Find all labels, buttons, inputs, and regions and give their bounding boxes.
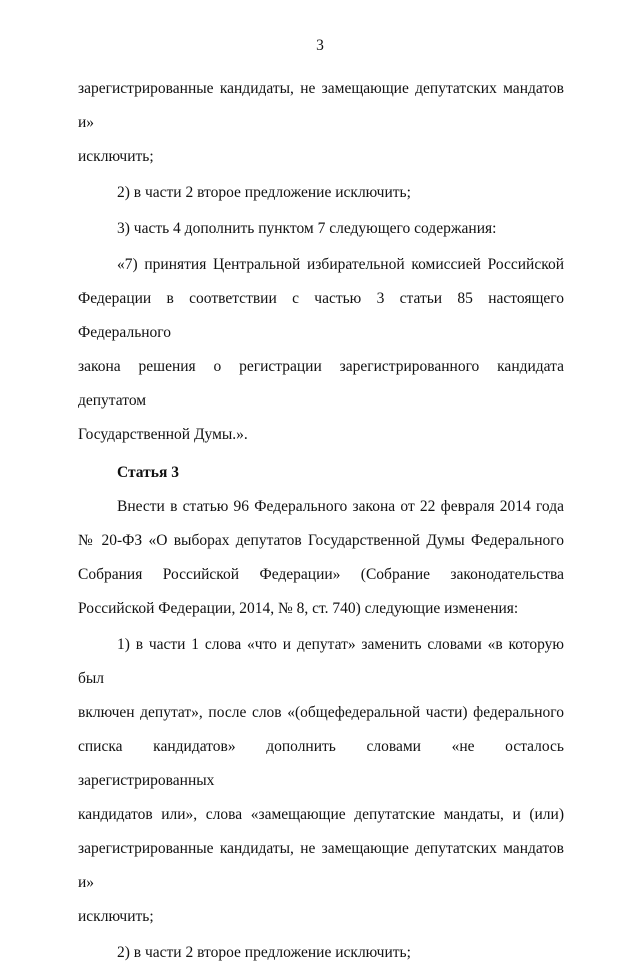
text-line: Государственной Думы.». bbox=[78, 426, 248, 443]
text-line: «7) принятия Центральной избирательной комиссией Российской bbox=[117, 256, 564, 273]
text-line: зарегистрированные кандидаты, не замещающие депутатских мандатов и» bbox=[78, 840, 564, 891]
text-line: № 20-ФЗ «О выборах депутатов Государственной Думы Федерального bbox=[78, 532, 564, 549]
paragraph-article-intro bbox=[78, 490, 564, 626]
article-heading: Статья 3 bbox=[117, 464, 179, 481]
text-line: Российской Федерации, 2014, № 8, ст. 740) следующие изменения: bbox=[78, 600, 519, 617]
text-line: исключить; bbox=[78, 908, 154, 925]
paragraph-quote-7 bbox=[78, 248, 564, 452]
page-number: 3 bbox=[316, 37, 324, 54]
text-line: Собрания Российской Федерации» (Собрание законодательства bbox=[78, 566, 564, 583]
text-line: исключить; bbox=[78, 148, 154, 165]
document-body bbox=[78, 72, 564, 970]
text-line: зарегистрированные кандидаты, не замещающие депутатских мандатов и» bbox=[78, 80, 564, 131]
text-line: Внести в статью 96 Федерального закона от 22 февраля 2014 года bbox=[117, 498, 564, 515]
paragraph-item-3: 3) часть 4 дополнить пунктом 7 следующего содержания: bbox=[117, 220, 497, 237]
paragraph-amendment-2: 2) в части 2 второе предложение исключить; bbox=[117, 944, 411, 961]
text-line: кандидатов или», слова «замещающие депутатские мандаты, и (или) bbox=[78, 806, 564, 823]
paragraph-item-2: 2) в части 2 второе предложение исключить; bbox=[117, 184, 411, 201]
text-line: включен депутат», после слов «(общефедеральной части) федерального bbox=[78, 704, 564, 721]
paragraph-amendment-1 bbox=[78, 628, 564, 934]
text-line: 1) в части 1 слова «что и депутат» заменить словами «в которую был bbox=[78, 636, 564, 687]
paragraph-continuation bbox=[78, 72, 564, 174]
text-line: закона решения о регистрации зарегистрированного кандидата депутатом bbox=[78, 358, 564, 409]
text-line: списка кандидатов» дополнить словами «не осталось зарегистрированных bbox=[78, 738, 564, 789]
text-line: Федерации в соответствии с частью 3 статьи 85 настоящего Федерального bbox=[78, 290, 564, 341]
